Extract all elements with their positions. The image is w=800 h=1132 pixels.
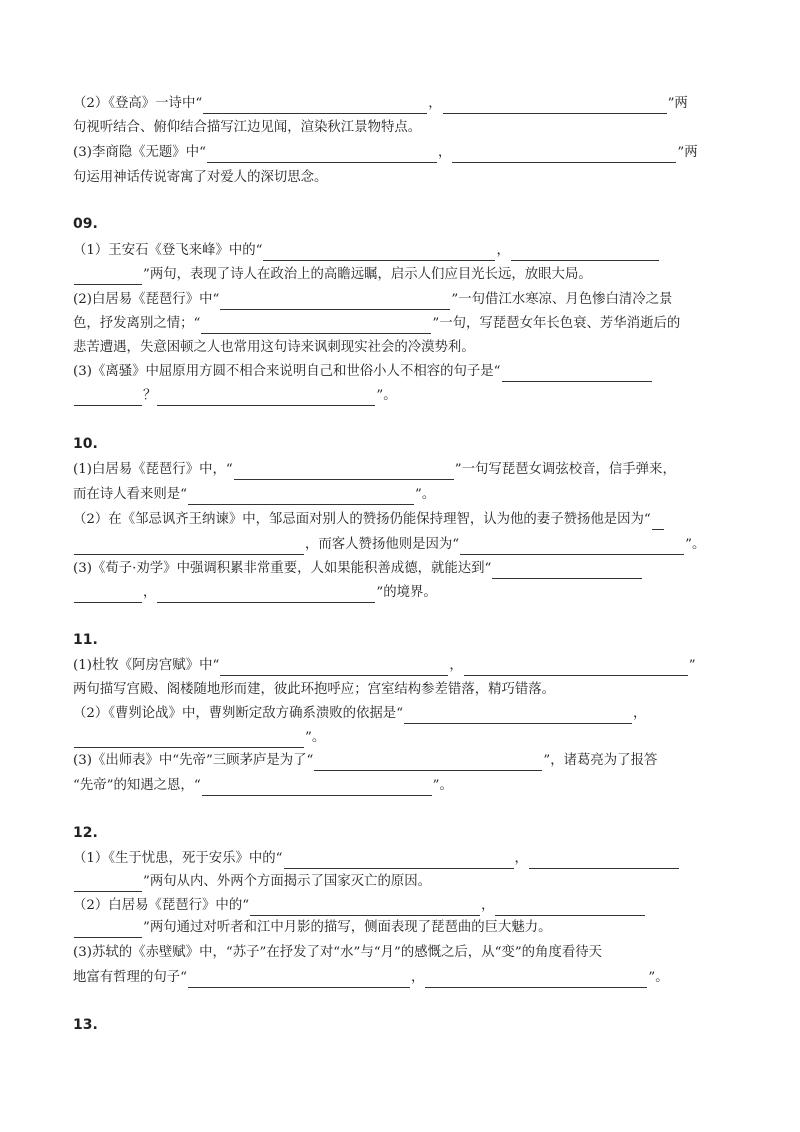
q09-line-7: ？ ”。	[73, 386, 397, 406]
q11-line-4: ”。	[73, 728, 325, 748]
answer-blank[interactable]	[452, 148, 676, 163]
answer-blank[interactable]	[460, 540, 684, 555]
q12-line-2: ”两句从内、外两个方面揭示了国家灭亡的原因。	[73, 872, 431, 892]
answer-blank[interactable]	[188, 490, 414, 505]
pre-line-3: (3)李商隐《无题》中“ ， ”两	[73, 143, 698, 163]
q10-line-5: (3)《荀子·劝学》中强调积累非常重要，人如果能积善成德，就能达到“	[73, 559, 643, 579]
answer-blank[interactable]	[314, 756, 542, 771]
question-number: 12.	[73, 825, 98, 841]
answer-blank[interactable]	[220, 661, 448, 676]
q09-line-4: 色，抒发离别之情；“ ”一句，写琵琶女年长色衰、芳华消逝后的	[73, 314, 680, 334]
q12-line-4: ”两句通过对听者和江中月影的描写，侧面表现了琵琶曲的巨大魅力。	[73, 918, 552, 938]
answer-blank[interactable]	[201, 319, 431, 334]
pre-line-1: （2）《登高》一诗中“ ， ”两	[73, 94, 688, 114]
q11-line-6: “先帝”的知遇之恩，“ ”。	[73, 776, 453, 796]
answer-blank[interactable]	[425, 973, 647, 988]
answer-blank[interactable]	[157, 391, 375, 406]
q12-line-1: （1）《生于忧患，死于安乐》中的“ ，	[73, 849, 680, 869]
answer-blank[interactable]	[234, 465, 454, 480]
q10-line-3: （2）在《邹忌讽齐王纳谏》中，邹忌面对别人的赞扬仍能保持理智，认为他的妻子赞扬他是因为“	[73, 510, 665, 530]
answer-blank[interactable]	[203, 99, 427, 114]
answer-blank[interactable]	[511, 246, 659, 261]
answer-blank[interactable]	[74, 877, 142, 892]
q12-line-3: （2）白居易《琵琶行》中的“ ，	[73, 896, 646, 916]
q09-line-1: （1）王安石《登飞来峰》中的“ ，	[73, 241, 660, 261]
q09-line-3: (2)白居易《琵琶行》中“ ”一句借江水寒凉、月色惨白清冷之景	[73, 290, 672, 310]
question-number: 11.	[73, 632, 98, 648]
pre-line-4: 句运用神话传说寄寓了对爱人的深切思念。	[73, 170, 328, 185]
answer-blank[interactable]	[74, 391, 142, 406]
answer-blank[interactable]	[220, 295, 450, 310]
q11-line-5: (3)《出师表》中“先帝”三顾茅庐是为了“ ”，诸葛亮为了报答	[73, 751, 657, 771]
answer-blank[interactable]	[652, 515, 664, 530]
q11-line-1: (1)杜牧《阿房宫赋》中“ ， ”	[73, 656, 696, 676]
q11-line-2: 两句描写宫殿、阁楼随地形而建，彼此环抱呼应；宫室结构参差错落，精巧错落。	[73, 682, 556, 697]
answer-blank[interactable]	[74, 588, 142, 603]
answer-blank[interactable]	[157, 588, 375, 603]
q10-line-2: 而在诗人看来则是“ ”。	[73, 485, 435, 505]
answer-blank[interactable]	[74, 270, 142, 285]
answer-blank[interactable]	[74, 733, 304, 748]
answer-blank[interactable]	[74, 540, 304, 555]
q09-line-6: (3)《离骚》中屈原用方圆不相合来说明自己和世俗小人不相容的句子是“	[73, 362, 653, 382]
q10-line-1: (1)白居易《琵琶行》中，“ ”一句写琵琶女调弦校音，信手弹来，	[73, 460, 676, 480]
answer-blank[interactable]	[443, 99, 667, 114]
answer-blank[interactable]	[464, 661, 688, 676]
q11-line-3: （2）《曹刿论战》中，曹刿断定敌方确系溃败的依据是“ ，	[73, 704, 646, 724]
answer-blank[interactable]	[529, 854, 679, 869]
q09-line-5: 悲苦遭遇，失意困顿之人也常用这句诗来讽刺现实社会的冷漠势利。	[73, 340, 475, 355]
q09-line-2: ”两句，表现了诗人在政治上的高瞻远瞩，启示人们应目光长远，放眼大局。	[73, 265, 592, 285]
answer-blank[interactable]	[207, 148, 437, 163]
q12-line-5: (3)苏轼的《赤壁赋》中，“苏子”在抒发了对“水”与“月”的感慨之后，从“变”的角度看待天	[73, 945, 603, 960]
answer-blank[interactable]	[263, 246, 495, 261]
answer-blank[interactable]	[74, 923, 142, 938]
answer-blank[interactable]	[202, 781, 432, 796]
question-number: 10.	[73, 436, 98, 452]
answer-blank[interactable]	[404, 709, 632, 724]
answer-blank[interactable]	[250, 901, 480, 916]
q12-line-6: 地富有哲理的句子“ ， ”。	[73, 968, 669, 988]
pre-line-2: 句视听结合、俯仰结合描写江边见闻，渲染秋江景物特点。	[73, 120, 422, 135]
question-number: 09.	[73, 216, 98, 232]
answer-blank[interactable]	[284, 854, 514, 869]
q10-line-4: ，而客人赞扬他则是因为“ ”。	[73, 535, 705, 555]
answer-blank[interactable]	[492, 564, 642, 579]
question-number: 13.	[73, 1017, 98, 1033]
answer-blank[interactable]	[502, 367, 652, 382]
q10-line-6: ， ”的境界。	[73, 583, 437, 603]
answer-blank[interactable]	[188, 973, 410, 988]
answer-blank[interactable]	[495, 901, 645, 916]
